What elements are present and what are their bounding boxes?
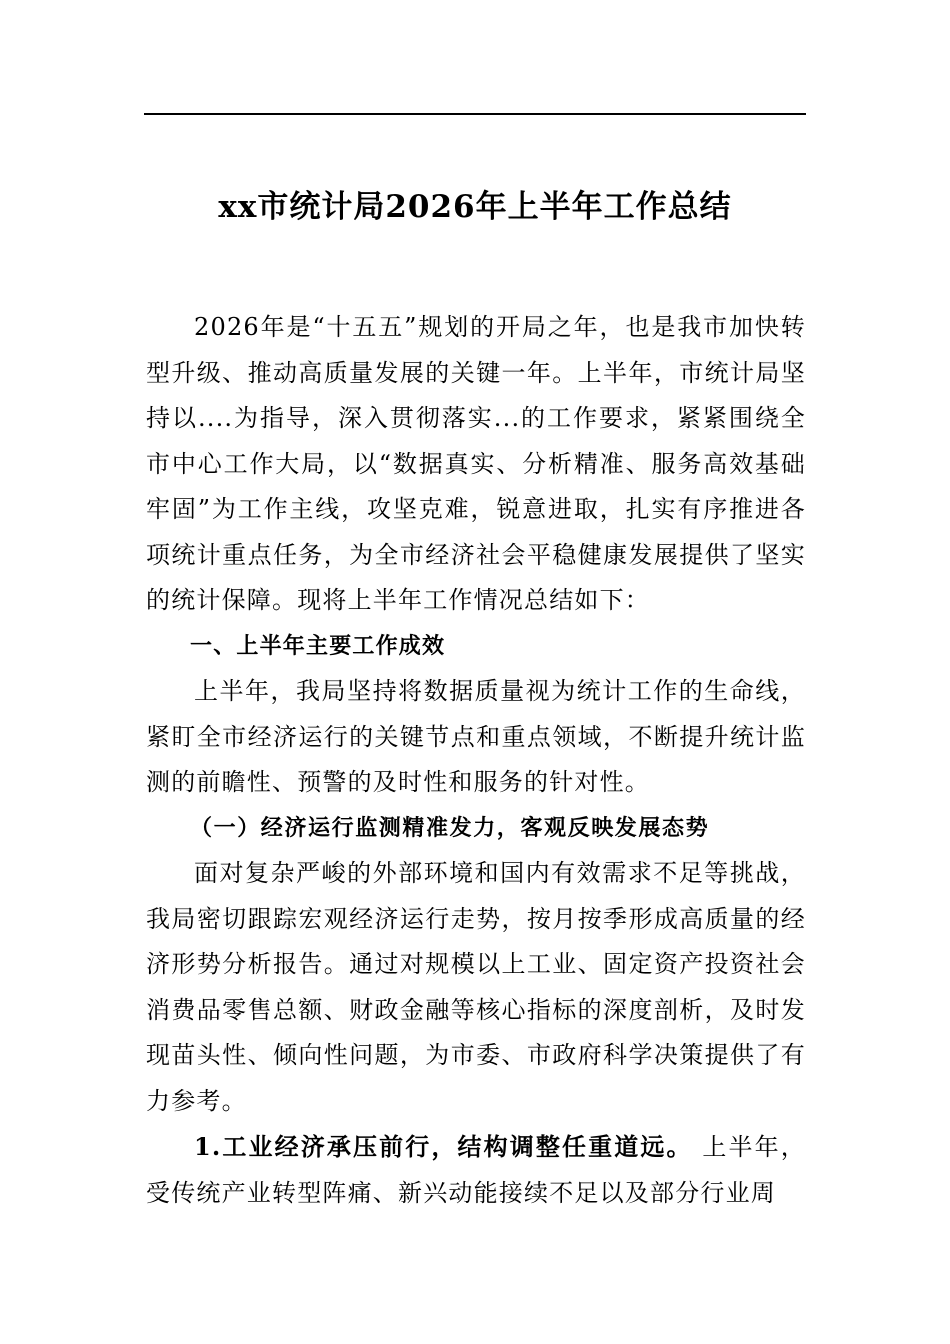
subsection-1-paragraph: 面对复杂严峻的外部环境和国内有效需求不足等挑战，我局密切跟踪宏观经济运行走势，按月按季形成高质量的经济形势分析报告。通过对规模以上工业、固定资产投资社会消费品零售总额、财政金融等核心指标的深度剖析，及时发现苗头性、倾向性问题，为市委、市政府科学决策提供了有力参考。: [146, 859, 806, 1115]
item-1-text: 上半年，受传统产业转型阵痛、新兴动能接续不足以及部分行业周: [146, 1133, 806, 1207]
intro-paragraph: 2026年是“十五五”规划的开局之年，也是我市加快转型升级、推动高质量发展的关键一年。上半年，市统计局坚持以....为指导，深入贯彻落实...的工作要求，紧紧围绕全市中心工作大局，以“数据真实、分析精准、服务高效基础牢固”为工作主线，攻坚克难，锐意进取，扎实有序推进各项统计重点任务，为全市经济社会平稳健康发展提供了坚实的统计保障。现将上半年工作情况总结如下：: [146, 313, 806, 614]
document-title: xx市统计局2026年上半年工作总结: [218, 188, 732, 225]
item-1-paragraph: [146, 1124, 806, 1216]
section-heading-1: 一、上半年主要工作成效: [190, 633, 446, 659]
document-body: [146, 305, 806, 1216]
header-rule: [144, 113, 806, 115]
section-1-paragraph: 上半年，我局坚持将数据质量视为统计工作的生命线，紧盯全市经济运行的关键节点和重点领域，不断提升统计监测的前瞻性、预警的及时性和服务的针对性。: [146, 677, 806, 796]
item-1-lead: 1.工业经济承压前行，结构调整任重道远。: [194, 1132, 693, 1161]
subsection-heading-1: （一）经济运行监测精准发力，客观反映发展态势: [190, 814, 710, 841]
